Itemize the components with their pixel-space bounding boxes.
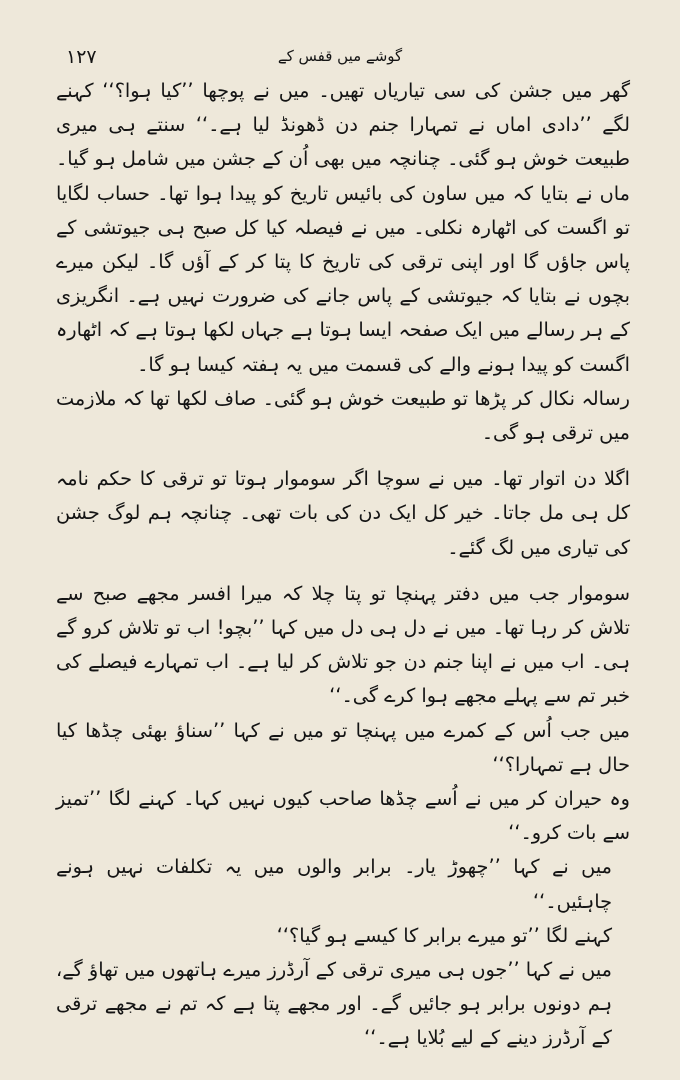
paragraph: میں نے کہا ’’جوں ہی میری ترقی کے آرڈرز میرے ہاتھوں میں تھاؤ گے، ہم دونوں برابر ہو جائیں گے۔ اور مجھے پتا ہے کہ تم نے مجھے ترقی کے آرڈرز دینے کے لیے بُلایا ہے۔‘‘: [56, 958, 612, 1050]
page-body: [56, 74, 630, 1050]
paragraph: گھر میں جشن کی سی تیاریاں تھیں۔ میں نے پوچھا ’’کیا ہوا؟‘‘ کہنے لگے ’’دادی اماں نے تمہارا جنم دن ڈھونڈ لیا ہے۔‘‘ سنتے ہی میری طبیعت خوش ہو گئی۔ چنانچہ میں بھی اُن کے جشن میں شامل ہو گیا۔ ماں نے بتایا کہ میں ساون کی بائیس تاریخ کو پیدا ہوا تھا۔ حساب لگایا تو اگست کی اٹھارہ نکلی۔ میں نے فیصلہ کیا کل صبح ہی جیوتشی کے پاس جاؤں گا اور اپنی ترقی کی تاریخ کا پتا کر کے آؤں گا۔ لیکن میرے بچوں نے بتایا کہ جیوتشی کے پاس جانے کی ضرورت نہیں ہے۔ انگریزی کے ہر رسالے میں ایک صفحہ ایسا ہوتا ہے جہاں لکھا ہوتا ہے کہ اٹھارہ اگست کو پیدا ہونے والے کی قسمت میں یہ ہفتہ کیسا ہو گا۔: [56, 79, 630, 376]
paragraph: میں نے کہا ’’چھوڑ یار۔ برابر والوں میں یہ تکلفات نہیں ہونے چاہئیں۔‘‘: [56, 855, 612, 913]
paragraph: میں جب اُس کے کمرے میں پہنچا تو میں نے کہا ’’سناؤ بھئی چڈھا کیا حال ہے تمہارا؟‘‘: [56, 718, 630, 776]
paragraph: وہ حیران کر میں نے اُسے چڈھا صاحب کیوں نہیں کہا۔ کہنے لگا ’’تمیز سے بات کرو۔‘‘: [56, 787, 630, 845]
paragraph: کہنے لگا ’’تو میرے برابر کا کیسے ہو گیا؟‘‘: [276, 923, 612, 947]
paragraph: رسالہ نکال کر پڑھا تو طبیعت خوش ہو گئی۔ صاف لکھا تھا کہ ملازمت میں ترقی ہو گی۔: [56, 386, 630, 445]
paragraph: اگلا دن اتوار تھا۔ میں نے سوچا اگر سوموار ہوتا تو ترقی کا حکم نامہ کل ہی مل جاتا۔ خیر کل ایک دن کی بات تھی۔ چنانچہ ہم لوگ جشن کی تیاری میں لگ گئے۔: [56, 467, 630, 559]
page-number: ۱۲۷: [66, 46, 97, 68]
paragraph: سوموار جب میں دفتر پہنچا تو پتا چلا کہ میرا افسر مجھے صبح سے تلاش کر رہا تھا۔ میں نے دل ہی دل میں کہا ’’بچو! اب تو تلاش کرو گے ہی۔ اب میں نے اپنا جنم دن جو تلاش کر لیا ہے۔ اب تمہارے فیصلے کی خبر تم سے پہلے مجھے ہوا کرے گی۔‘‘: [56, 581, 630, 708]
page-header: [30, 44, 650, 70]
running-title: گوشے میں قفس کے: [277, 47, 403, 65]
